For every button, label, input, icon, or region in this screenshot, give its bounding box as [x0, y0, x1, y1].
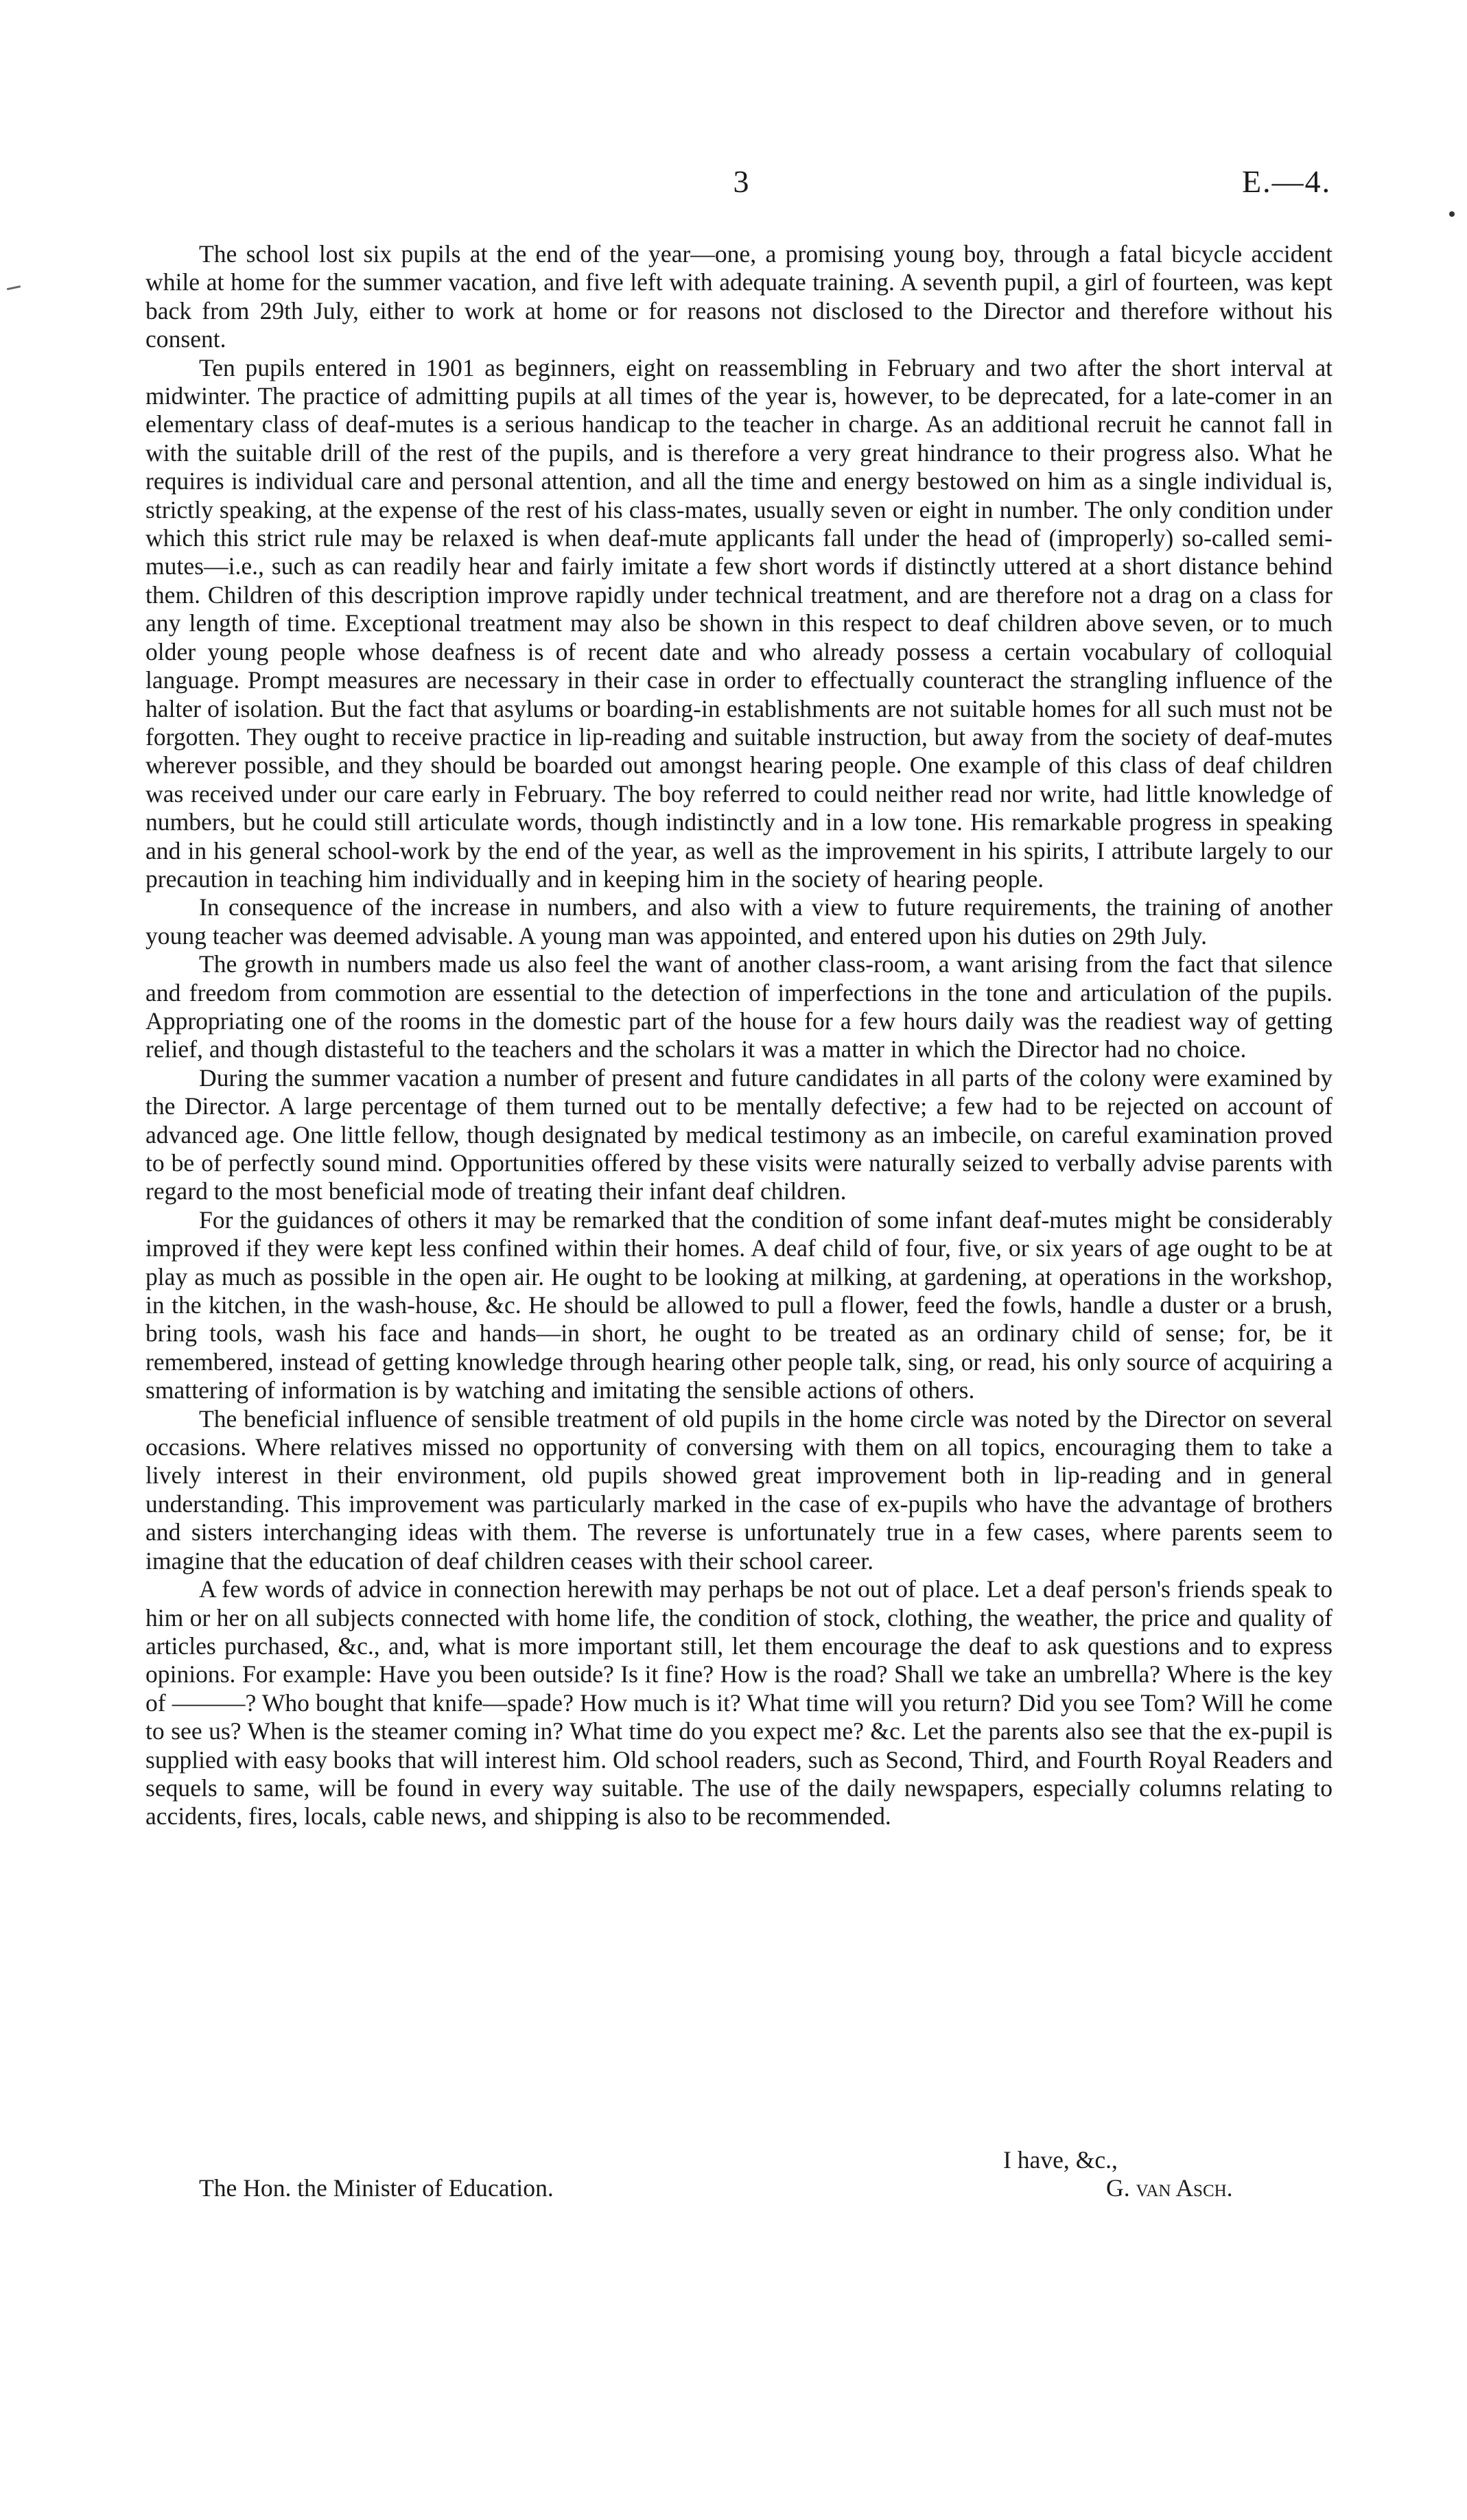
series-code: E.—4.	[1242, 164, 1332, 199]
letter-body	[145, 240, 1333, 1831]
complimentary-close: I have, &c.,	[1003, 2146, 1118, 2174]
signature: G. van Asch.	[1106, 2174, 1233, 2202]
paragraph: During the summer vacation a number of present and future candidates in all parts of the colony were examined by the Director. A large percentage of them turned out to be mentally defective; a few had to be rejected on account of advanced age. One little fellow, though designated by medical testimony as an imbecile, on careful examination proved to be of perfectly sound mind. Opportunities offered by these visits were naturally seized to verbally advise parents with regard to the most beneficial mode of treating their infant deaf children.	[145, 1063, 1333, 1205]
paragraph: For the guidances of others it may be remarked that the condition of some infant deaf-mutes might be considerably improved if they were kept less confined within their homes. A deaf child of four, five, or six years of age ought to be at play as much as possible in the open air. He ought to be looking at milking, at gardening, at operations in the workshop, in the kitchen, in the wash-house, &c. He should be allowed to pull a flower, feed the fowls, handle a duster or a brush, bring tools, wash his face and hands—in short, he ought to be treated as an ordinary child of sense; for, be it remembered, instead of getting knowledge through hearing other people talk, sing, or read, his only source of acquiring a smattering of information is by watching and imitating the sensible actions of others.	[145, 1205, 1333, 1404]
addressee: The Hon. the Minister of Education.	[199, 2174, 554, 2202]
letter-closing	[145, 2146, 1333, 2208]
paragraph: The beneficial influence of sensible treatment of old pupils in the home circle was noted by the Director on several occasions. Where relatives missed no opportunity of conversing with them on all topics, encouraging them to take a lively interest in their environment, old pupils showed great improvement both in lip-reading and in general understanding. This improvement was particularly marked in the case of ex-pupils who have the advantage of brothers and sisters interchanging ideas with them. The reverse is unfortunately true in a few cases, where parents seem to imagine that the education of deaf children ceases with their school career.	[145, 1404, 1333, 1575]
paragraph: Ten pupils entered in 1901 as beginners, eight on reassembling in February and two after the short interval at midwinter. The practice of admitting pupils at all times of the year is, however, to be deprecated, for a late-comer in an elementary class of deaf-mutes is a serious handicap to the teacher in charge. As an additional recruit he cannot fall in with the suitable drill of the rest of the pupils, and is therefore a very great hindrance to their progress also. What he requires is individual care and personal attention, and all the time and energy bestowed on him as a single individual is, strictly speaking, at the expense of the rest of his class-mates, usually seven or eight in number. The only condition under which this strict rule may be relaxed is when deaf-mute applicants fall under the head of (improperly) so-called semi-mutes—i.e., such as can readily hear and fairly imitate a few short words if distinctly uttered at a short distance behind them. Children of this description improve rapidly under technical treatment, and are therefore not a drag on a class for any length of time. Exceptional treatment may also be shown in this respect to deaf children above seven, or to much older young people whose deafness is of recent date and who already possess a certain vocabulary of colloquial language. Prompt measures are necessary in their case in order to effectually counteract the strangling influence of the halter of isolation. But the fact that asylums or boarding-in establishments are not suitable homes for all such must not be forgotten. They ought to receive practice in lip-reading and suitable instruction, but away from the society of deaf-mutes wherever possible, and they should be boarded out amongst hearing people. One example of this class of deaf children was received under our care early in February. The boy referred to could neither read nor write, had little knowledge of numbers, but he could still articulate words, though indistinctly and in a low tone. His remarkable progress in speaking and in his general school-work by the end of the year, as well as the improvement in his spirits, I attribute largely to our precaution in teaching him individually and in keeping him in the society of hearing people.	[145, 353, 1333, 893]
paragraph: A few words of advice in connection herewith may perhaps be not out of place. Let a deaf person's friends speak to him or her on all subjects connected with home life, the condition of stock, clothing, the weather, the price and quality of articles purchased, &c., and, what is more important still, let them encourage the deaf to ask questions and to express opinions. For example: Have you been outside? Is it fine? How is the road? Shall we take an umbrella? Where is the key of ———? Who bought that knife—spade? How much is it? What time will you return? Did you see Tom? Will he come to see us? When is the steamer coming in? What time do you expect me? &c. Let the parents also see that the ex-pupil is supplied with easy books that will interest him. Old school readers, such as Second, Third, and Fourth Royal Readers and sequels to same, will be found in every way suitable. The use of the daily newspapers, especially columns relating to accidents, fires, locals, cable news, and shipping is also to be recommended.	[145, 1575, 1333, 1830]
margin-mark	[7, 285, 21, 290]
page-header	[0, 163, 1467, 218]
page-number: 3	[733, 164, 749, 199]
paragraph: In consequence of the increase in numbers, and also with a view to future requirements, the training of another young teacher was deemed advisable. A young man was appointed, and entered upon his duties on 29th July.	[145, 893, 1333, 950]
paragraph: The school lost six pupils at the end of the year—one, a promising young boy, through a fatal bicycle accident while at home for the summer vacation, and five left with adequate training. A seventh pupil, a girl of fourteen, was kept back from 29th July, either to work at home or for reasons not disclosed to the Director and therefore without his consent.	[145, 240, 1333, 353]
paragraph: The growth in numbers made us also feel the want of another class-room, a want arising from the fact that silence and freedom from commotion are essential to the detection of imperfections in the tone and articulation of the pupils. Appropriating one of the rooms in the domestic part of the house for a few hours daily was the readiest way of getting relief, and though distasteful to the teachers and the scholars it was a matter in which the Director had no choice.	[145, 950, 1333, 1063]
